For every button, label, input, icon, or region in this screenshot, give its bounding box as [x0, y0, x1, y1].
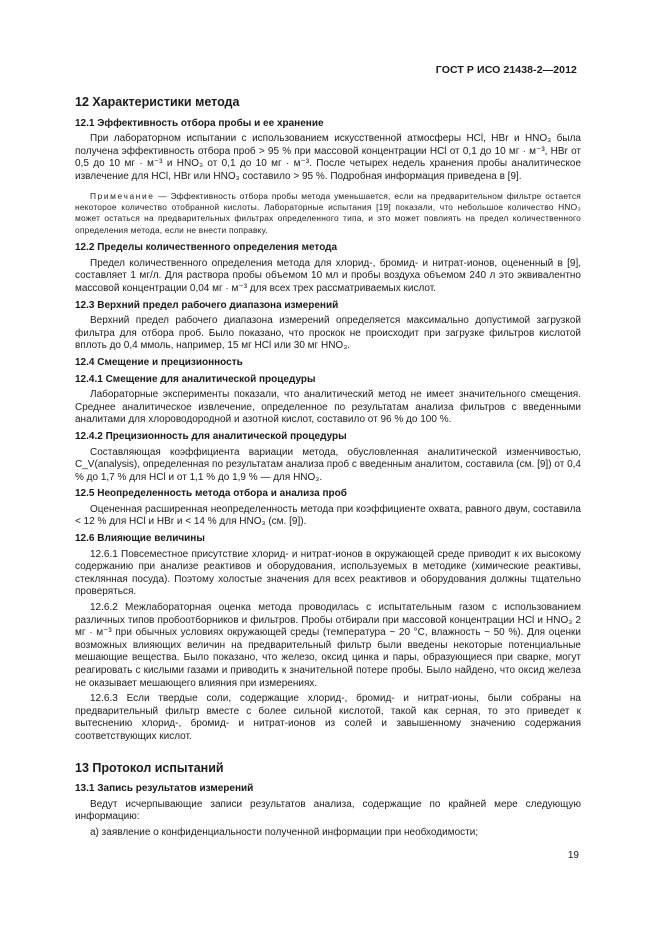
- section-12-2-title: 12.2 Пределы количественного определения метода: [75, 242, 338, 254]
- note-text: — Эффективность отбора пробы метода уменьшается, если на предварительном фильтре остается некоторое количество отобранной кислоты. Лабораторные испытания [19] показали, что небольшое количество HNO₃ может остаться на предварительных фильтрах определенного типа, и это может повлиять на предел количественного определения метода, если не внести поправку.: [75, 190, 581, 235]
- section-12-4-1-paragraph: Лабораторные эксперименты показали, что аналитический метод не имеет значительного смещения. Среднее аналитическое извлечение, определенное по результатам анализа фильтров с введенными аналитами для хлороводородной и азотной кислот, составило от 96 % до 100 %.: [75, 389, 581, 426]
- section-12-4-1-title: 12.4.1 Смещение для аналитической процедуры: [75, 373, 316, 385]
- section-12-1-note: [75, 191, 581, 237]
- section-12-4-2-paragraph: Составляющая коэффициента вариации метода, обусловленная аналитической изменчивостью, C_V(analysis), определенная по результатам анализа проб с введенным аналитом, составила (см. [9]) от 0,4 % до 1,7 % для HCl и от 1,1 % до 1,9 % — для HNO₃.: [75, 446, 581, 483]
- page-content: [75, 96, 581, 843]
- section-12-2-paragraph: Предел количественного определения метода для хлорид-, бромид- и нитрат-ионов, оцененный в [9], составляет 1 мг/л. Для раствора пробы объемом 10 мл и пробы воздуха объемом 240 л это эквивалентно массовой концентрации 0,04 мг · м⁻³ для всех трех рассматриваемых кислот.: [75, 257, 581, 294]
- section-12-6-title: 12.6 Влияющие величины: [75, 533, 205, 545]
- section-12-title: 12 Характеристики метода: [75, 95, 240, 109]
- section-13-1-item-a: а) заявление о конфиденциальности полученной информации при необходимости;: [90, 826, 479, 838]
- section-12-6-3-paragraph: 12.6.3 Если твердые соли, содержащие хлорид-, бромид- и нитрат-ионы, были собраны на предварительный фильтр вместе с более сильной кислотой, такой как серная, то это приведет к вытеснению хлорид-, бромид- и нитрат-ионов из солей и завышенному значению содержания соответствующих кислот.: [75, 693, 581, 742]
- standard-code-header: ГОСТ Р ИСО 21438-2—2012: [435, 64, 577, 76]
- section-12-6-2-paragraph: 12.6.2 Межлабораторная оценка метода проводилась с испытательным газом с использованием различных типов пробоотборников и фильтров. Пробы отбирали при массовой концентрации HCl и HNO₃ 2 мг · м⁻³ при обычных условиях окружающей среды (температура ~ 20 °C, влажность ~ 50 %). Для оценки возможных влияющих величин на предварительный фильтр были введены некоторые потенциальные мешающие вещества. Было показано, что железо, оксид цинка и пары, образующиеся при сварке, могут реагировать с кислыми газами и приводить к значительной потере пробы. Было найдено, что оксид железа не оказывает мешающего влияния при измерениях.: [75, 602, 581, 689]
- section-12-5-title: 12.5 Неопределенность метода отбора и анализа проб: [75, 488, 347, 500]
- page-number: 19: [567, 850, 579, 861]
- section-12-4-2-title: 12.4.2 Прецизионность для аналитической процедуры: [75, 430, 347, 442]
- section-12-1-paragraph: При лабораторном испытании с использованием искусственной атмосферы HCl, HBr и HNO₃ была получена эффективность отбора проб > 95 % при массовой концентрации HCl от 0,1 до 10 мг · м⁻³, HBr от 0,5 до 10 мг · м⁻³ и HNO₃ от 0,1 до 10 мг · м⁻³. После четырех недель хранения пробы аналитическое извлечение для HCl, HBr или HNO₃ составило > 95 %. Подробная информация приведена в [9].: [75, 133, 581, 182]
- section-12-3-title: 12.3 Верхний предел рабочего диапазона измерений: [75, 299, 339, 311]
- section-13-1-title: 13.1 Запись результатов измерений: [75, 783, 254, 795]
- section-12-5-paragraph: Оцененная расширенная неопределенность метода при коэффициенте охвата, равного двум, составила < 12 % для HCl и HBr и < 14 % для HNO₃ (см. [9]).: [75, 503, 581, 528]
- section-12-4-title: 12.4 Смещение и прецизионность: [75, 356, 243, 368]
- note-label: Примечание: [90, 190, 155, 201]
- section-12-3-paragraph: Верхний предел рабочего диапазона измерений определяется максимально допустимой загрузкой фильтра для отбора проб. Было показано, что проскок не происходит при загрузке фильтров кислотой вплоть до 0,4 ммоль, например, 15 мг HCl или 30 мг HNO₃.: [75, 315, 581, 352]
- section-13-title: 13 Протокол испытаний: [75, 760, 224, 775]
- section-13-1-paragraph: Ведут исчерпывающие записи результатов анализа, содержащие по крайней мере следующую информацию:: [75, 798, 581, 823]
- section-12-1-title: 12.1 Эффективность отбора пробы и ее хранение: [75, 117, 324, 129]
- section-12-6-1-paragraph: 12.6.1 Повсеместное присутствие хлорид- и нитрат-ионов в окружающей среде приводит к их высокому содержанию при анализе реактивов и оборудования, используемых в методике (химические реактивы, стеклянная посуда). Поэтому холостые значения для всех реактивов и оборудования должны тщательно проверяться.: [75, 548, 581, 598]
